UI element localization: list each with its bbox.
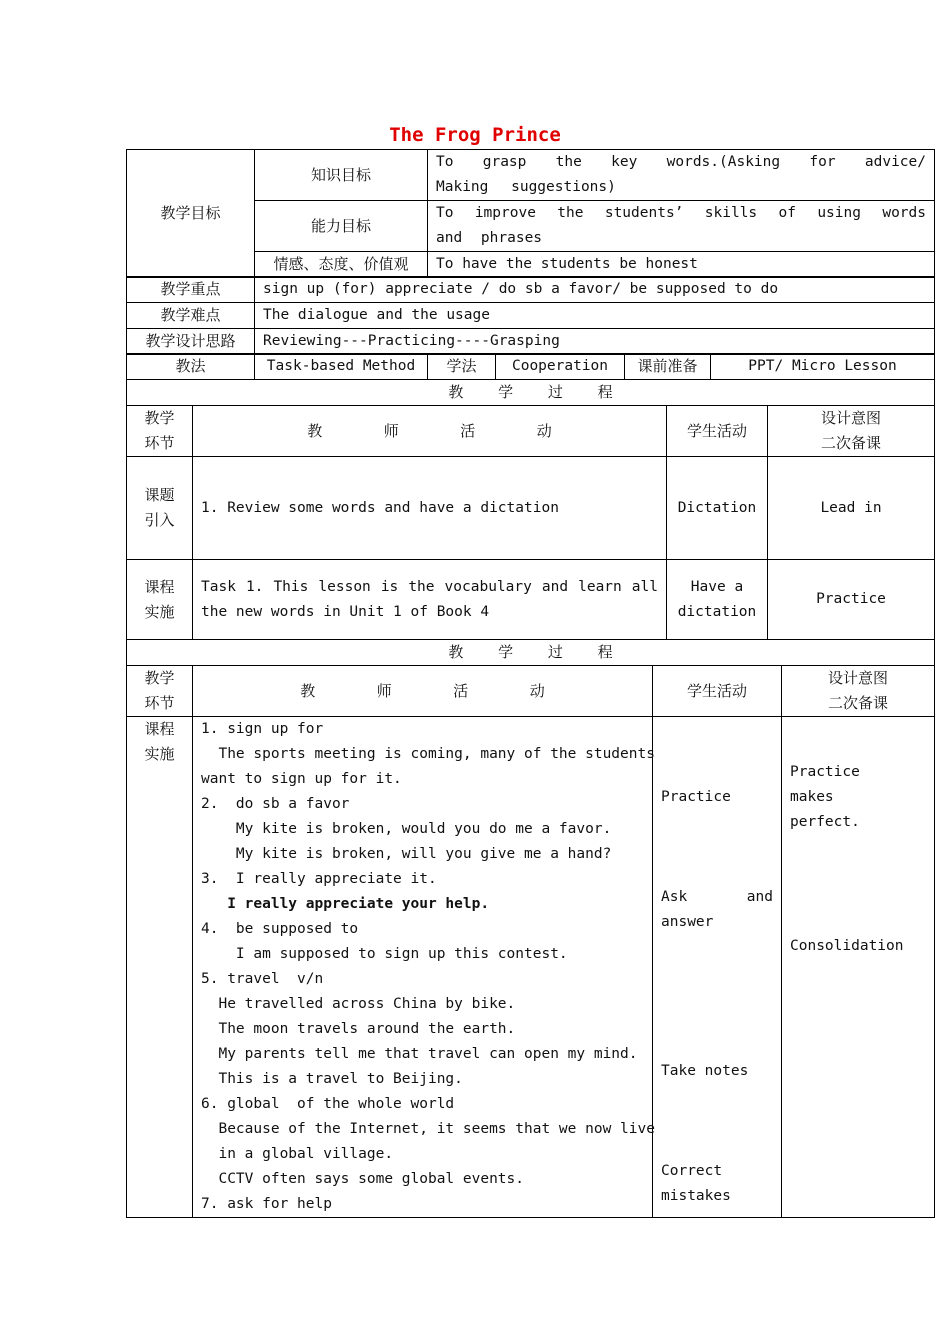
process-heading-2-text: 教 学 过 程 <box>448 643 613 661</box>
design-item-practice: Practice makes perfect. <box>790 764 860 830</box>
teacher-activity-header: 教 师 活 动 <box>193 406 667 457</box>
teacher-line: Because of the Internet, it seems that we now live <box>201 1121 655 1137</box>
teacher-line: 5. travel v/n <box>201 971 324 987</box>
teaching-method-label: 教法 <box>127 354 255 380</box>
teacher-line: 2. do sb a favor <box>201 796 350 812</box>
design-idea-text: Reviewing---Practicing----Grasping <box>255 329 935 355</box>
difficult-points-text: The dialogue and the usage <box>255 303 935 329</box>
student-activity-task1: Have a dictation <box>667 560 768 640</box>
teacher-line: The sports meeting is coming, many of the students <box>201 746 655 762</box>
student-item-practice: Practice <box>661 789 731 805</box>
stage-implementation-2: 课程 实施 <box>127 717 193 1218</box>
teaching-method-value: Task-based Method <box>255 354 428 380</box>
task1-text: Task 1. This lesson is the vocabulary and learn all the new words in Unit 1 of Book 4 <box>201 578 658 620</box>
stage-header-2: 教学 环节 <box>127 666 193 717</box>
teacher-line: My kite is broken, will you give me a hand? <box>201 846 612 862</box>
teacher-line: This is a travel to Beijing. <box>201 1071 463 1087</box>
teacher-line: 6. global of the whole world <box>201 1096 455 1112</box>
process-heading-text: 教 学 过 程 <box>448 383 613 401</box>
teacher-line: CCTV often says some global events. <box>201 1171 525 1187</box>
teacher-line: 3. I really appreciate it. <box>201 871 437 887</box>
student-item-ask-answer: Ask and answer <box>661 889 773 930</box>
teacher-line: in a global village. <box>201 1146 394 1162</box>
stage-header: 教学 环节 <box>127 406 193 457</box>
difficult-points-label: 教学难点 <box>127 303 255 329</box>
student-activity-header-2: 学生活动 <box>653 666 782 717</box>
teacher-line: 7. ask for help <box>201 1196 332 1212</box>
learning-method-label: 学法 <box>428 354 496 380</box>
student-item-correct-mistakes: Correct mistakes <box>661 1163 731 1204</box>
teacher-line: My parents tell me that travel can open my mind. <box>201 1046 638 1062</box>
design-intent-intro: Lead in <box>768 457 935 560</box>
lesson-plan-table <box>126 149 935 278</box>
stage-intro: 课题 引入 <box>127 457 193 560</box>
teacher-line: 4. be supposed to <box>201 921 359 937</box>
preparation-value: PPT/ Micro Lesson <box>711 354 935 380</box>
process-heading-2 <box>127 640 935 666</box>
design-intent-list <box>782 717 935 1218</box>
teacher-activity-header-2: 教 师 活 动 <box>193 666 653 717</box>
learning-method-value: Cooperation <box>496 354 625 380</box>
knowledge-goal-label: 知识目标 <box>255 150 428 201</box>
process-heading <box>127 380 935 406</box>
stage-implementation: 课程 实施 <box>127 560 193 640</box>
ability-goal-text: To improve the students’ skills of using words and phrases <box>428 201 935 252</box>
teacher-line: The moon travels around the earth. <box>201 1021 516 1037</box>
design-intent-task1: Practice <box>768 560 935 640</box>
teacher-activity-list <box>193 717 653 1218</box>
methods-table <box>126 353 935 380</box>
student-item-take-notes: Take notes <box>661 1063 749 1079</box>
teacher-line: want to sign up for it. <box>201 771 402 787</box>
key-points-label: 教学重点 <box>127 277 255 303</box>
preparation-label: 课前准备 <box>625 354 711 380</box>
teacher-line: I am supposed to sign up this contest. <box>201 946 568 962</box>
teacher-activity-intro: 1. Review some words and have a dictation <box>193 457 667 560</box>
teacher-line: He travelled across China by bike. <box>201 996 516 1012</box>
ability-goal-label: 能力目标 <box>255 201 428 252</box>
teacher-line-bold: I really appreciate your help. <box>201 896 490 912</box>
key-points-table <box>126 276 935 355</box>
key-points-text: sign up (for) appreciate / do sb a favor/ be supposed to do <box>255 277 935 303</box>
emotion-goal-label: 情感、态度、价值观 <box>255 252 428 278</box>
process-table-1 <box>126 379 935 640</box>
page-title: The Frog Prince <box>389 124 561 146</box>
emotion-goal-text: To have the students be honest <box>428 252 935 278</box>
student-activity-intro: Dictation <box>667 457 768 560</box>
teacher-line: 1. sign up for <box>201 721 324 737</box>
design-idea-label: 教学设计思路 <box>127 329 255 355</box>
design-intent-header-2: 设计意图 二次备课 <box>782 666 935 717</box>
teacher-line: My kite is broken, would you do me a favor. <box>201 821 612 837</box>
design-intent-header: 设计意图 二次备课 <box>768 406 935 457</box>
knowledge-goal-text: To grasp the key words.(Asking for advice/ Making suggestions) <box>428 150 935 201</box>
process-table-2 <box>126 639 935 1218</box>
student-activity-list <box>653 717 782 1218</box>
objectives-label: 教学目标 <box>127 150 255 278</box>
student-activity-header: 学生活动 <box>667 406 768 457</box>
design-item-consolidation: Consolidation <box>790 938 904 954</box>
teacher-activity-task1 <box>193 560 667 640</box>
